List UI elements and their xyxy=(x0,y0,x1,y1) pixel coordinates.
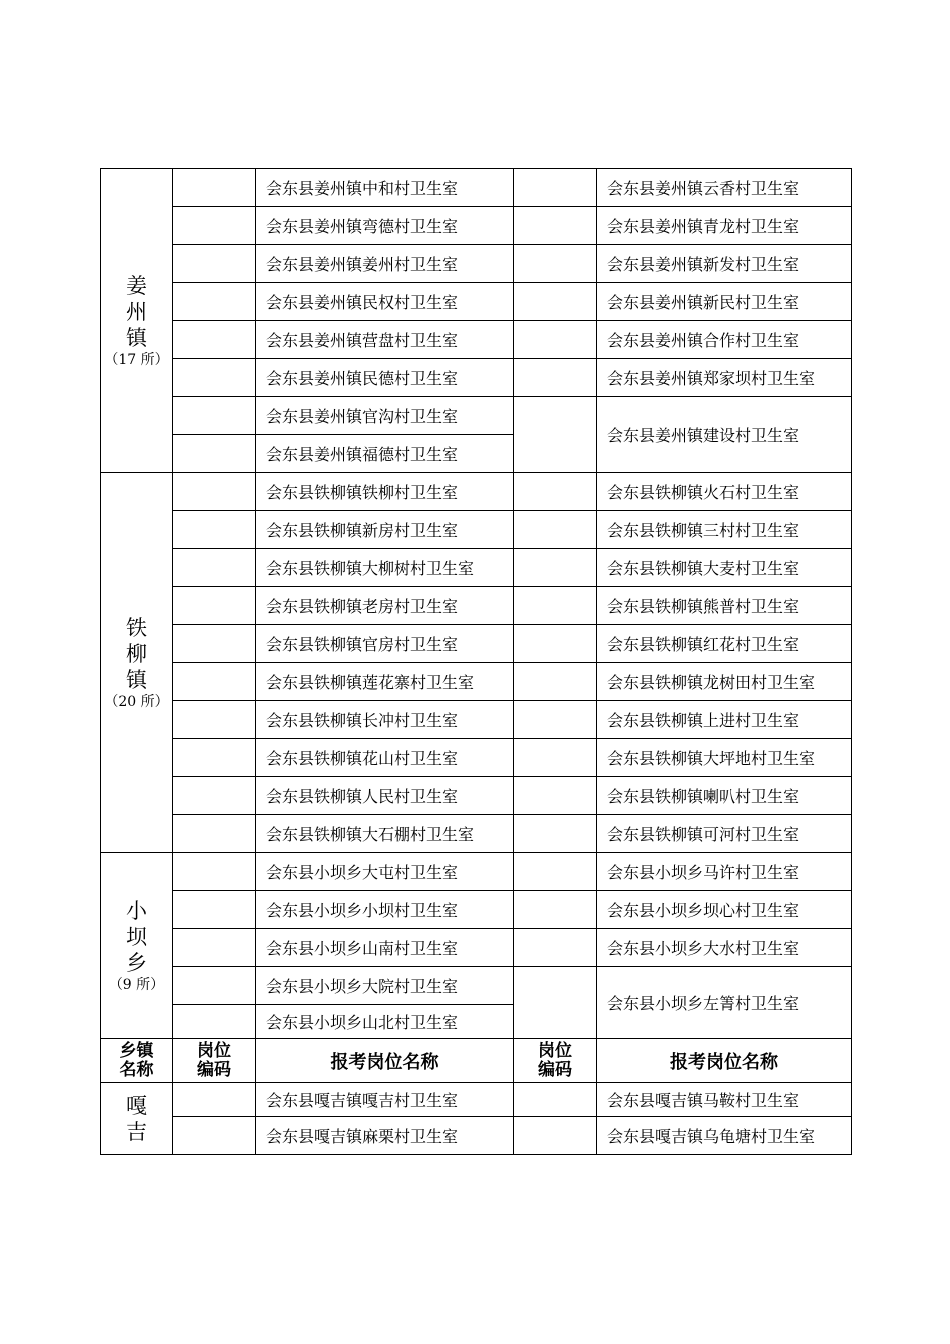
table-row xyxy=(101,283,852,321)
post-code-cell xyxy=(173,929,256,967)
post-name-cell: 会东县嘎吉镇乌龟塘村卫生室 xyxy=(597,1117,852,1155)
table-row xyxy=(101,967,852,1005)
post-code-cell xyxy=(173,283,256,321)
post-code-cell xyxy=(514,1117,597,1155)
post-name-cell: 会东县铁柳镇新房村卫生室 xyxy=(256,511,514,549)
post-name-cell: 会东县小坝乡左箐村卫生室 xyxy=(597,967,852,1039)
town-cell xyxy=(101,853,173,1039)
post-code-cell xyxy=(514,321,597,359)
post-name-cell: 会东县姜州镇福德村卫生室 xyxy=(256,435,514,473)
post-name-cell: 会东县小坝乡山南村卫生室 xyxy=(256,929,514,967)
post-name-cell: 会东县铁柳镇红花村卫生室 xyxy=(597,625,852,663)
post-code-cell xyxy=(173,739,256,777)
post-code-cell xyxy=(173,663,256,701)
post-name-cell: 会东县铁柳镇火石村卫生室 xyxy=(597,473,852,511)
table-row xyxy=(101,473,852,511)
post-name-cell: 会东县小坝乡山北村卫生室 xyxy=(256,1005,514,1039)
post-name-cell: 会东县小坝乡坝心村卫生室 xyxy=(597,891,852,929)
post-name-cell: 会东县姜州镇民德村卫生室 xyxy=(256,359,514,397)
post-name-cell: 会东县铁柳镇长冲村卫生室 xyxy=(256,701,514,739)
table-row xyxy=(101,701,852,739)
post-code-cell xyxy=(173,777,256,815)
post-name-cell: 会东县姜州镇郑家坝村卫生室 xyxy=(597,359,852,397)
post-code-cell xyxy=(173,1083,256,1117)
town-name: 铁 柳 镇 xyxy=(126,615,147,692)
post-code-cell xyxy=(514,891,597,929)
post-name-cell: 会东县姜州镇中和村卫生室 xyxy=(256,169,514,207)
table-row xyxy=(101,549,852,587)
post-name-cell: 会东县姜州镇青龙村卫生室 xyxy=(597,207,852,245)
post-code-cell xyxy=(514,549,597,587)
post-code-cell xyxy=(514,245,597,283)
table-row xyxy=(101,1083,852,1117)
table-row xyxy=(101,815,852,853)
post-code-cell xyxy=(514,283,597,321)
header-post-name: 报考岗位名称 xyxy=(597,1039,852,1083)
post-name-cell: 会东县姜州镇营盘村卫生室 xyxy=(256,321,514,359)
post-code-cell xyxy=(514,207,597,245)
table-row xyxy=(101,397,852,435)
post-code-cell xyxy=(514,587,597,625)
post-name-cell: 会东县铁柳镇喇叭村卫生室 xyxy=(597,777,852,815)
post-name-cell: 会东县铁柳镇花山村卫生室 xyxy=(256,739,514,777)
post-code-cell xyxy=(514,625,597,663)
town-name: 姜 州 镇 xyxy=(126,273,147,350)
post-name-cell: 会东县姜州镇官沟村卫生室 xyxy=(256,397,514,435)
post-code-cell xyxy=(173,245,256,283)
table-row xyxy=(101,625,852,663)
table-row xyxy=(101,777,852,815)
table-row xyxy=(101,1117,852,1155)
header-code: 岗位 编码 xyxy=(514,1039,597,1083)
post-name-cell: 会东县铁柳镇老房村卫生室 xyxy=(256,587,514,625)
table-row xyxy=(101,739,852,777)
post-code-cell xyxy=(173,435,256,473)
post-name-cell: 会东县铁柳镇人民村卫生室 xyxy=(256,777,514,815)
post-code-cell xyxy=(173,321,256,359)
post-code-cell xyxy=(514,511,597,549)
header-row xyxy=(101,1039,852,1083)
town-count: （9 所） xyxy=(108,976,165,993)
post-name-cell: 会东县铁柳镇官房村卫生室 xyxy=(256,625,514,663)
post-name-cell: 会东县小坝乡马许村卫生室 xyxy=(597,853,852,891)
post-code-cell xyxy=(514,169,597,207)
header-post-name: 报考岗位名称 xyxy=(256,1039,514,1083)
post-name-cell: 会东县铁柳镇大坪地村卫生室 xyxy=(597,739,852,777)
post-code-cell xyxy=(514,815,597,853)
post-name-cell: 会东县姜州镇合作村卫生室 xyxy=(597,321,852,359)
post-code-cell xyxy=(173,587,256,625)
post-name-cell: 会东县铁柳镇熊普村卫生室 xyxy=(597,587,852,625)
table-row xyxy=(101,511,852,549)
post-name-cell: 会东县小坝乡大水村卫生室 xyxy=(597,929,852,967)
post-table xyxy=(100,168,852,1155)
post-code-cell xyxy=(514,397,597,473)
post-code-cell xyxy=(173,207,256,245)
header-code: 岗位 编码 xyxy=(173,1039,256,1083)
post-code-cell xyxy=(514,739,597,777)
town-cell xyxy=(101,169,173,473)
post-code-cell xyxy=(173,473,256,511)
post-name-cell: 会东县姜州镇云香村卫生室 xyxy=(597,169,852,207)
post-name-cell: 会东县嘎吉镇嘎吉村卫生室 xyxy=(256,1083,514,1117)
town-count: （20 所） xyxy=(104,693,169,710)
post-code-cell xyxy=(173,397,256,435)
post-code-cell xyxy=(173,891,256,929)
table-row xyxy=(101,853,852,891)
post-name-cell: 会东县小坝乡大院村卫生室 xyxy=(256,967,514,1005)
post-code-cell xyxy=(514,359,597,397)
post-name-cell: 会东县铁柳镇大麦村卫生室 xyxy=(597,549,852,587)
post-code-cell xyxy=(173,359,256,397)
table-row xyxy=(101,891,852,929)
post-code-cell xyxy=(173,701,256,739)
header-town: 乡镇 名称 xyxy=(101,1039,173,1083)
post-name-cell: 会东县姜州镇新民村卫生室 xyxy=(597,283,852,321)
post-name-cell: 会东县姜州镇新发村卫生室 xyxy=(597,245,852,283)
town-count: （17 所） xyxy=(104,351,169,368)
post-code-cell xyxy=(173,549,256,587)
post-code-cell xyxy=(173,625,256,663)
post-code-cell xyxy=(173,815,256,853)
table-row xyxy=(101,663,852,701)
post-code-cell xyxy=(514,1083,597,1117)
table-row xyxy=(101,321,852,359)
table-row xyxy=(101,245,852,283)
table-row xyxy=(101,359,852,397)
table-row xyxy=(101,587,852,625)
town-name: 小 坝 乡 xyxy=(126,898,147,975)
town-cell xyxy=(101,1083,173,1155)
post-name-cell: 会东县铁柳镇莲花寨村卫生室 xyxy=(256,663,514,701)
post-code-cell xyxy=(514,663,597,701)
post-code-cell xyxy=(514,853,597,891)
table-row xyxy=(101,169,852,207)
post-name-cell: 会东县姜州镇姜州村卫生室 xyxy=(256,245,514,283)
table-row xyxy=(101,207,852,245)
post-code-cell xyxy=(173,853,256,891)
post-name-cell: 会东县铁柳镇大柳树村卫生室 xyxy=(256,549,514,587)
post-name-cell: 会东县铁柳镇三村村卫生室 xyxy=(597,511,852,549)
post-name-cell: 会东县小坝乡大屯村卫生室 xyxy=(256,853,514,891)
post-code-cell xyxy=(173,967,256,1005)
post-name-cell: 会东县铁柳镇大石棚村卫生室 xyxy=(256,815,514,853)
post-code-cell xyxy=(514,929,597,967)
post-code-cell xyxy=(514,967,597,1039)
post-name-cell: 会东县小坝乡小坝村卫生室 xyxy=(256,891,514,929)
post-code-cell xyxy=(514,701,597,739)
post-name-cell: 会东县铁柳镇龙树田村卫生室 xyxy=(597,663,852,701)
post-code-cell xyxy=(173,1005,256,1039)
post-name-cell: 会东县姜州镇民权村卫生室 xyxy=(256,283,514,321)
post-name-cell: 会东县姜州镇弯德村卫生室 xyxy=(256,207,514,245)
post-code-cell xyxy=(514,473,597,511)
post-name-cell: 会东县嘎吉镇马鞍村卫生室 xyxy=(597,1083,852,1117)
town-name: 嘎 吉 xyxy=(126,1093,147,1144)
town-cell xyxy=(101,473,173,853)
table-row xyxy=(101,929,852,967)
post-name-cell: 会东县铁柳镇铁柳村卫生室 xyxy=(256,473,514,511)
post-name-cell: 会东县嘎吉镇麻栗村卫生室 xyxy=(256,1117,514,1155)
post-code-cell xyxy=(173,169,256,207)
post-name-cell: 会东县姜州镇建设村卫生室 xyxy=(597,397,852,473)
post-code-cell xyxy=(173,1117,256,1155)
post-name-cell: 会东县铁柳镇上进村卫生室 xyxy=(597,701,852,739)
post-code-cell xyxy=(514,777,597,815)
post-code-cell xyxy=(173,511,256,549)
post-name-cell: 会东县铁柳镇可河村卫生室 xyxy=(597,815,852,853)
